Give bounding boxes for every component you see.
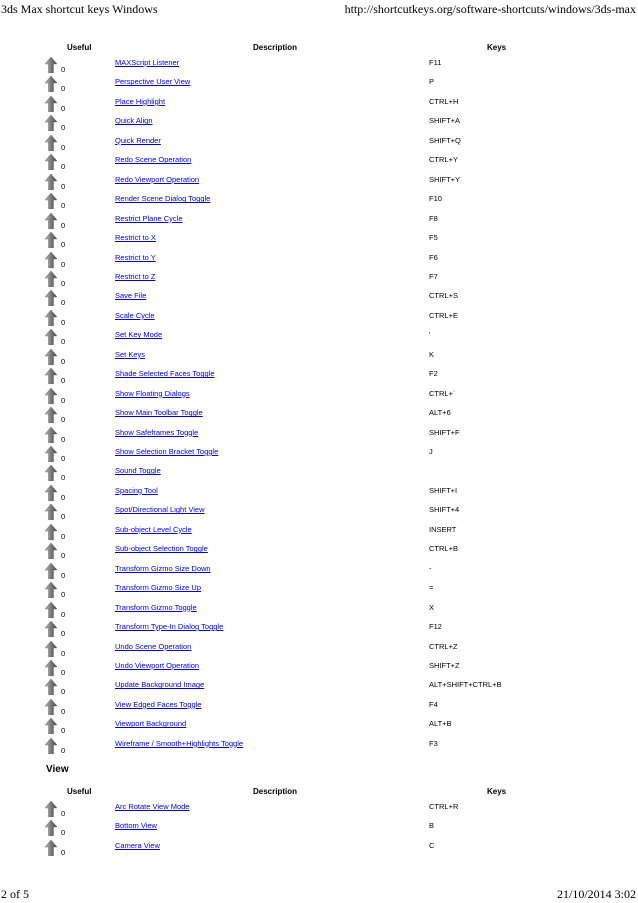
column-header-keys: Keys	[487, 43, 507, 52]
shortcut-description-link[interactable]: Show Main Toolbar Toggle	[115, 408, 203, 418]
shortcut-keys: F7	[429, 271, 438, 281]
shortcut-keys: '	[429, 330, 431, 340]
vote-up-arrow-icon[interactable]	[45, 96, 57, 112]
shortcut-description-link[interactable]: Quick Render	[115, 135, 161, 145]
vote-up-arrow-icon[interactable]	[45, 465, 57, 481]
useful-count: 0	[61, 629, 66, 639]
shortcut-description-link[interactable]: Redo Viewport Operation	[115, 174, 200, 184]
shortcut-keys: CTRL+B	[429, 544, 458, 554]
useful-count: 0	[61, 259, 66, 269]
vote-up-arrow-icon[interactable]	[45, 427, 57, 443]
shortcut-description-link[interactable]: Sound Toggle	[115, 466, 161, 476]
table-row	[0, 719, 638, 738]
shortcut-description-link[interactable]: Restrict to X	[115, 233, 156, 243]
vote-up-arrow-icon[interactable]	[45, 660, 57, 676]
vote-up-arrow-icon[interactable]	[45, 388, 57, 404]
shortcut-description-link[interactable]: Restrict to Z	[115, 271, 156, 281]
shortcut-keys: CTRL+R	[429, 802, 459, 811]
table-row	[0, 175, 638, 194]
column-header-description: Description	[253, 787, 298, 796]
shortcut-keys: F10	[429, 194, 442, 204]
useful-count: 0	[61, 492, 66, 502]
shortcut-keys: SHIFT+Z	[429, 660, 460, 670]
vote-up-arrow-icon[interactable]	[45, 271, 57, 287]
shortcut-description-link[interactable]: Transform Type-In Dialog Toggle	[115, 622, 224, 632]
shortcut-description-link[interactable]: MAXScript Listener	[115, 58, 180, 67]
table-row	[0, 369, 638, 388]
useful-count: 0	[61, 162, 66, 172]
useful-count: 0	[61, 298, 66, 308]
table-row	[0, 700, 638, 719]
section-title-view: View	[46, 764, 69, 775]
header-url: http://shortcutkeys.org/software-shortcuts/windows/3ds-max	[344, 2, 636, 16]
table-row	[0, 466, 638, 485]
table-row	[0, 642, 638, 661]
shortcut-description-link[interactable]: Quick Align	[115, 116, 153, 126]
shortcut-keys: CTRL+`	[429, 388, 456, 398]
useful-count: 0	[61, 434, 66, 444]
table-row	[0, 214, 638, 233]
table-row	[0, 821, 638, 840]
column-header-useful: Useful	[67, 787, 92, 796]
shortcut-keys: F6	[429, 252, 438, 262]
shortcut-keys: -	[429, 563, 432, 573]
useful-count: 0	[61, 609, 66, 619]
useful-count: 0	[61, 570, 66, 580]
vote-up-arrow-icon[interactable]	[45, 543, 57, 559]
shortcut-description-link[interactable]: Perspective User View	[115, 77, 191, 87]
shortcut-keys: F2	[429, 369, 438, 379]
useful-count: 0	[61, 65, 66, 74]
shortcut-description-link[interactable]: View Edged Faces Toggle	[115, 699, 202, 709]
vote-up-arrow-icon[interactable]	[45, 446, 57, 462]
shortcut-description-link[interactable]: Render Scene Dialog Toggle	[115, 194, 211, 204]
table-row	[0, 428, 638, 447]
shortcut-keys: SHIFT+Y	[429, 174, 461, 184]
shortcut-keys: B	[429, 821, 435, 831]
useful-count: 0	[61, 706, 66, 716]
shortcut-description-link[interactable]: Transform Gizmo Toggle	[115, 602, 197, 612]
table-row	[0, 739, 638, 758]
vote-up-arrow-icon[interactable]	[45, 310, 57, 326]
useful-count: 0	[61, 745, 66, 755]
shortcut-description-link[interactable]: Set Keys	[115, 349, 146, 359]
useful-count: 0	[61, 240, 66, 250]
shortcut-description-link[interactable]: Shade Selected Faces Toggle	[115, 369, 215, 379]
shortcut-keys: F8	[429, 213, 438, 223]
useful-count: 0	[61, 123, 66, 133]
shortcut-keys: SHIFT+4	[429, 505, 460, 515]
shortcut-description-link[interactable]: Wireframe / Smooth+Highlights Toggle	[115, 738, 244, 748]
shortcut-description-link[interactable]: Sub-object Selection Toggle	[115, 544, 208, 554]
useful-count: 0	[61, 337, 66, 347]
useful-count: 0	[61, 142, 66, 152]
vote-up-arrow-icon[interactable]	[45, 524, 57, 540]
shortcut-description-link[interactable]: Show Safeframes Toggle	[115, 427, 199, 437]
vote-up-arrow-icon[interactable]	[45, 602, 57, 618]
shortcut-description-link[interactable]: Show Floating Dialogs	[115, 388, 190, 398]
vote-up-arrow-icon[interactable]	[45, 504, 57, 520]
vote-up-arrow-icon[interactable]	[45, 115, 57, 131]
useful-count: 0	[61, 687, 66, 697]
shortcut-keys: CTRL+E	[429, 310, 458, 320]
table-row	[0, 841, 638, 860]
column-header-description: Description	[253, 43, 298, 52]
shortcut-keys: F11	[429, 58, 442, 67]
footer-page-number: 2 of 5	[1, 887, 29, 901]
useful-count: 0	[61, 847, 66, 857]
table-row	[0, 77, 638, 96]
vote-up-arrow-icon[interactable]	[45, 57, 57, 73]
shortcut-description-link[interactable]: Transform Gizmo Size Up	[115, 583, 201, 593]
useful-count: 0	[61, 531, 66, 541]
useful-count: 0	[61, 278, 66, 288]
useful-count: 0	[61, 726, 66, 736]
shortcut-description-link[interactable]: Viewport Background	[115, 719, 187, 729]
shortcut-description-link[interactable]: Restrict Plane Cycle	[115, 213, 183, 223]
vote-up-arrow-icon[interactable]	[45, 801, 57, 817]
table-row	[0, 505, 638, 524]
useful-count: 0	[61, 473, 66, 483]
table-row	[0, 291, 638, 310]
shortcut-keys: SHIFT+Q	[429, 135, 461, 145]
vote-up-arrow-icon[interactable]	[45, 252, 57, 268]
shortcut-description-link[interactable]: Place Highlight	[115, 96, 166, 106]
table-row	[0, 661, 638, 680]
vote-up-arrow-icon[interactable]	[45, 641, 57, 657]
table-row	[0, 350, 638, 369]
shortcut-keys: J	[429, 447, 433, 456]
vote-up-arrow-icon[interactable]	[45, 699, 57, 715]
shortcut-keys: F3	[429, 738, 438, 748]
useful-count: 0	[61, 103, 66, 113]
shortcut-keys: SHIFT+A	[429, 116, 461, 126]
vote-up-arrow-icon[interactable]	[45, 582, 57, 598]
shortcut-keys: CTRL+S	[429, 291, 458, 301]
vote-up-arrow-icon[interactable]	[45, 232, 57, 248]
table-row	[0, 622, 638, 641]
useful-count: 0	[61, 84, 66, 94]
table-row	[0, 58, 638, 77]
table-row	[0, 564, 638, 583]
table-row	[0, 194, 638, 213]
table-row	[0, 233, 638, 252]
vote-up-arrow-icon[interactable]	[45, 76, 57, 92]
useful-count: 0	[61, 648, 66, 658]
column-header-useful: Useful	[67, 43, 92, 52]
vote-up-arrow-icon[interactable]	[45, 679, 57, 695]
table-row	[0, 680, 638, 699]
shortcut-keys: P	[429, 77, 435, 87]
footer-datetime: 21/10/2014 3:02	[556, 887, 636, 901]
table-row	[0, 389, 638, 408]
table-row	[0, 802, 638, 821]
vote-up-arrow-icon[interactable]	[45, 290, 57, 306]
shortcut-description-link[interactable]: Show Selection Bracket Toggle	[115, 447, 219, 456]
shortcut-keys: ALT+6	[429, 408, 451, 418]
vote-up-arrow-icon[interactable]	[45, 820, 57, 836]
table-row	[0, 311, 638, 330]
table-row	[0, 603, 638, 622]
shortcut-description-link[interactable]: Save File	[115, 291, 147, 301]
useful-count: 0	[61, 317, 66, 327]
column-header-keys: Keys	[487, 787, 507, 796]
table-row	[0, 253, 638, 272]
useful-count: 0	[61, 220, 66, 230]
shortcut-keys: CTRL+Z	[429, 641, 458, 651]
vote-up-arrow-icon[interactable]	[45, 368, 57, 384]
vote-up-arrow-icon[interactable]	[45, 193, 57, 209]
useful-count: 0	[61, 395, 66, 405]
useful-count: 0	[61, 356, 66, 366]
shortcut-description-link[interactable]: Spot/Directional Light View	[115, 505, 205, 515]
vote-up-arrow-icon[interactable]	[45, 154, 57, 170]
shortcut-keys: CTRL+Y	[429, 155, 458, 165]
table-row	[0, 408, 638, 427]
header-title: 3ds Max shortcut keys Windows	[1, 2, 158, 16]
table-row	[0, 97, 638, 116]
table-row	[0, 155, 638, 174]
shortcut-description-link[interactable]: Redo Scene Operation	[115, 155, 192, 165]
useful-count: 0	[61, 809, 66, 818]
vote-up-arrow-icon[interactable]	[45, 174, 57, 190]
useful-count: 0	[61, 512, 66, 522]
vote-up-arrow-icon[interactable]	[45, 485, 57, 501]
shortcut-keys: SHIFT+I	[429, 485, 458, 495]
shortcut-description-link[interactable]: Spacing Tool	[115, 485, 158, 495]
vote-up-arrow-icon[interactable]	[45, 738, 57, 754]
shortcut-keys: SHIFT+F	[429, 427, 460, 437]
table-row	[0, 272, 638, 291]
vote-up-arrow-icon[interactable]	[45, 329, 57, 345]
shortcut-keys: F4	[429, 699, 438, 709]
shortcut-keys: INSERT	[429, 524, 457, 534]
shortcut-description-link[interactable]: Restrict to Y	[115, 252, 156, 262]
useful-count: 0	[61, 201, 66, 211]
shortcut-keys: CTRL+H	[429, 96, 459, 106]
table-row	[0, 486, 638, 505]
shortcut-description-link[interactable]: Bottom View	[115, 821, 157, 831]
table-row	[0, 330, 638, 349]
useful-count: 0	[61, 181, 66, 191]
shortcut-keys: C	[429, 840, 435, 850]
vote-up-arrow-icon[interactable]	[45, 135, 57, 151]
vote-up-arrow-icon[interactable]	[45, 213, 57, 229]
shortcut-keys: X	[429, 602, 435, 612]
useful-count: 0	[61, 415, 66, 425]
useful-count: 0	[61, 454, 66, 463]
vote-up-arrow-icon[interactable]	[45, 563, 57, 579]
shortcut-description-link[interactable]: Scale Cycle	[115, 310, 155, 320]
vote-up-arrow-icon[interactable]	[45, 718, 57, 734]
shortcut-keys: F12	[429, 622, 442, 632]
useful-count: 0	[61, 551, 66, 561]
vote-up-arrow-icon[interactable]	[45, 621, 57, 637]
useful-count: 0	[61, 376, 66, 386]
shortcut-description-link[interactable]: Transform Gizmo Size Down	[115, 563, 211, 573]
vote-up-arrow-icon[interactable]	[45, 407, 57, 423]
vote-up-arrow-icon[interactable]	[45, 840, 57, 856]
useful-count: 0	[61, 828, 66, 838]
shortcut-keys: =	[429, 583, 434, 593]
table-row	[0, 116, 638, 135]
table-row	[0, 525, 638, 544]
shortcut-keys: ALT+B	[429, 719, 452, 729]
table-row	[0, 583, 638, 602]
useful-count: 0	[61, 590, 66, 600]
shortcut-keys: ALT+SHIFT+CTRL+B	[429, 680, 502, 690]
table-row	[0, 447, 638, 466]
shortcut-description-link[interactable]: Camera View	[115, 840, 160, 850]
shortcut-keys: F5	[429, 233, 438, 243]
useful-count: 0	[61, 667, 66, 677]
table-row	[0, 544, 638, 563]
shortcut-description-link[interactable]: Undo Scene Operation	[115, 641, 192, 651]
shortcut-description-link[interactable]: Update Background Image	[115, 680, 205, 690]
vote-up-arrow-icon[interactable]	[45, 349, 57, 365]
shortcut-description-link[interactable]: Sub-object Level Cycle	[115, 524, 192, 534]
table-row	[0, 136, 638, 155]
shortcut-description-link[interactable]: Set Key Mode	[115, 330, 163, 340]
shortcut-description-link[interactable]: Arc Rotate View Mode	[115, 802, 190, 811]
shortcut-description-link[interactable]: Undo Viewport Operation	[115, 660, 200, 670]
shortcut-keys: K	[429, 349, 435, 359]
